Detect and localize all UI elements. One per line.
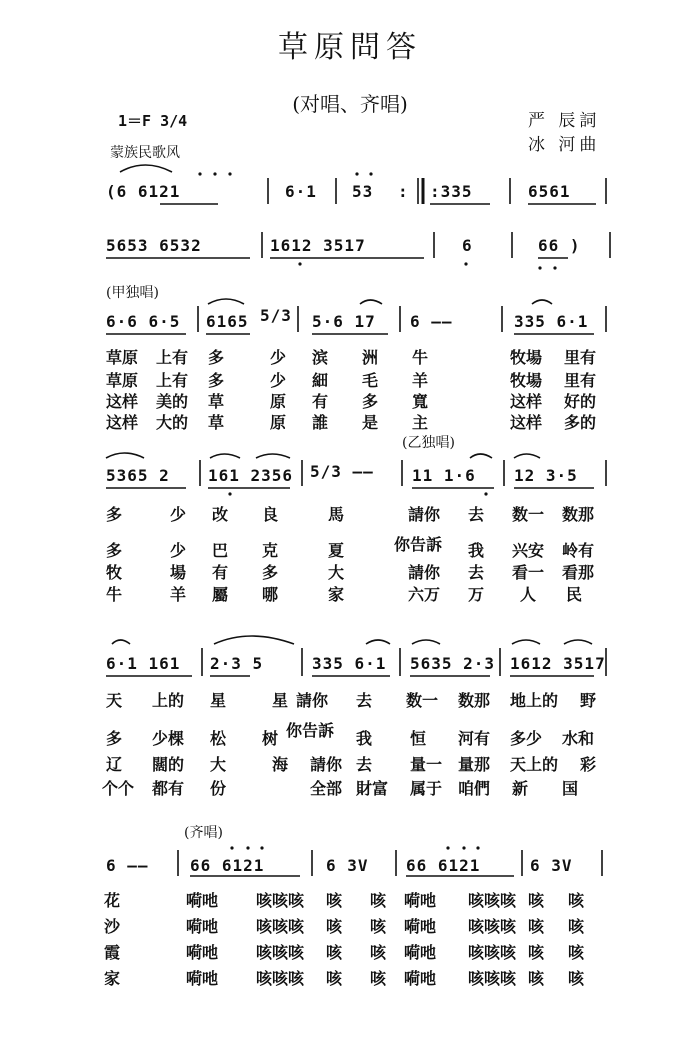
- lyric: 天: [106, 691, 123, 710]
- lyric: 霞: [104, 943, 121, 962]
- lyric: 多: [208, 348, 225, 367]
- lyric: 請你: [310, 755, 343, 774]
- lyric: 去: [468, 505, 485, 524]
- key-signature: 1＝F 3/4: [118, 112, 188, 130]
- lyric: 夏: [328, 541, 345, 560]
- lyric: 請你: [408, 505, 441, 524]
- measure: 66 6121: [406, 856, 481, 875]
- lyric: 数一: [406, 691, 439, 710]
- lyric: 屬: [212, 585, 229, 604]
- lyric: 数那: [562, 505, 595, 524]
- lyric: 財富: [356, 779, 389, 798]
- measure: 6 ——: [106, 856, 149, 875]
- lyric: 闊的: [152, 755, 185, 774]
- lyric: 国: [562, 779, 579, 798]
- lyric: 海: [272, 755, 289, 774]
- lyric: 六万: [408, 585, 441, 604]
- lyric: 去: [356, 755, 373, 774]
- lyric: 嗬吔: [404, 891, 437, 910]
- lyric: 克: [262, 541, 279, 560]
- measure: 335 6·1: [514, 312, 589, 331]
- measure: :335: [430, 182, 473, 201]
- lyric: 咳: [528, 891, 545, 910]
- style-note: 蒙族民歌风: [110, 145, 180, 161]
- lyric: 嗬吔: [404, 969, 437, 988]
- lyric: 多: [362, 392, 379, 411]
- lyric: 牧: [106, 563, 123, 582]
- page-subtitle: (对唱、齐唱): [292, 92, 408, 116]
- measure: 66 6121: [190, 856, 265, 875]
- lyric: 河有: [458, 729, 491, 748]
- lyric: 咳: [528, 943, 545, 962]
- lyric: 少: [270, 371, 287, 390]
- lyric: 大: [328, 563, 345, 582]
- lyric: 咳咳咳: [468, 969, 517, 988]
- section-label-solo-b: (乙独唱): [402, 435, 455, 451]
- measure: 6561: [528, 182, 571, 201]
- measure: 6 3V: [530, 856, 573, 875]
- lyric: 水和: [562, 729, 595, 748]
- lyric: 天上的: [510, 755, 559, 774]
- lyric: 咳: [370, 943, 387, 962]
- measure: 6: [462, 236, 473, 255]
- lyric: 花: [104, 891, 121, 910]
- lyric: 嗬吔: [404, 917, 437, 936]
- lyric: 咳: [326, 917, 343, 936]
- lyric: 多的: [564, 413, 597, 432]
- lyric: 上有: [156, 371, 189, 390]
- lyric: 多: [106, 729, 123, 748]
- measure: 6165: [206, 312, 249, 331]
- lyric: 嗬吔: [186, 969, 219, 988]
- lyric: 咳: [370, 969, 387, 988]
- measure: 5/3: [260, 306, 292, 325]
- lyric: 沙: [104, 917, 121, 936]
- lyric: 咳咳咳: [256, 943, 305, 962]
- lyric: 去: [468, 563, 485, 582]
- lyric: 咳: [568, 891, 585, 910]
- lyric: 草: [208, 413, 225, 432]
- lyric: 咳: [326, 969, 343, 988]
- lyric: 好的: [564, 392, 597, 411]
- lyric: 咳咳咳: [468, 917, 517, 936]
- lyricist-credit: 严 辰詞: [528, 111, 601, 131]
- lyric: 上有: [156, 348, 189, 367]
- lyric: 請你: [296, 691, 329, 710]
- lyric: 牛: [106, 585, 123, 604]
- lyric: 里有: [564, 371, 597, 390]
- page-title: 草原問答: [278, 30, 422, 65]
- lyric: 咳: [326, 891, 343, 910]
- lyric: 少: [170, 505, 187, 524]
- lyric: 良: [262, 505, 279, 524]
- lyric: 松: [210, 729, 227, 748]
- lyric: 里有: [564, 348, 597, 367]
- lyric: 数一: [512, 505, 545, 524]
- lyric: 多: [208, 371, 225, 390]
- lyric: 咳: [568, 943, 585, 962]
- lyric: 多: [262, 563, 279, 582]
- measure: 6 3V: [326, 856, 369, 875]
- lyric: 量一: [410, 755, 443, 774]
- composer-credit: 冰 河曲: [528, 135, 601, 155]
- measure: 5/3 ——: [310, 462, 374, 481]
- lyric: 是: [362, 413, 379, 432]
- section-label-chorus: (齐唱): [184, 825, 223, 841]
- lyric: 草原: [106, 348, 139, 367]
- measure: 1612 3517: [510, 654, 606, 673]
- lyric: 咳: [568, 917, 585, 936]
- lyric: 咳: [370, 917, 387, 936]
- lyric: 这样: [510, 392, 543, 411]
- lyric: 这样: [510, 413, 543, 432]
- lyric: 嗬吔: [186, 891, 219, 910]
- lyric: 羊: [412, 371, 429, 390]
- lyric: 兴安: [512, 541, 545, 560]
- lyric: 寬: [412, 392, 429, 411]
- measure: 6·1 161: [106, 654, 181, 673]
- measure: 66 ): [538, 236, 581, 255]
- lyric: 場: [170, 563, 187, 582]
- lyric: 辽: [106, 755, 123, 774]
- lyric: 大的: [156, 413, 189, 432]
- lyric: 多: [106, 541, 123, 560]
- lyric: 岭有: [562, 541, 595, 560]
- lyric: 改: [212, 505, 229, 524]
- section-label-solo-a: (甲独唱): [106, 285, 159, 301]
- lyric: 上的: [152, 691, 185, 710]
- measure: 6·1: [285, 182, 317, 201]
- lyric: 誰: [312, 413, 329, 432]
- lyric: 牛: [412, 348, 429, 367]
- lyric: 多: [106, 505, 123, 524]
- lyric: 羊: [170, 585, 187, 604]
- lyric: 咳: [528, 969, 545, 988]
- lyric: 恒: [410, 729, 427, 748]
- lyric: 人: [520, 585, 537, 604]
- lyric: 看那: [562, 563, 595, 582]
- lyric: 哪: [262, 585, 279, 604]
- lyric: 星: [272, 691, 289, 710]
- lyric: 看一: [512, 563, 545, 582]
- lyric: 主: [412, 413, 429, 432]
- lyric: 份: [210, 779, 227, 798]
- lyric: 量那: [458, 755, 491, 774]
- lyric: 巴: [212, 541, 229, 560]
- lyric: 請你: [408, 563, 441, 582]
- lyric: 你告訴: [286, 721, 335, 740]
- measure: 6·6 6·5: [106, 312, 181, 331]
- measure: 335 6·1: [312, 654, 387, 673]
- lyric: 民: [566, 585, 583, 604]
- measure: 5365 2: [106, 466, 170, 485]
- lyric: 新: [512, 779, 529, 798]
- lyric: 少: [270, 348, 287, 367]
- lyric: 牧場: [510, 348, 543, 367]
- lyric: 咳: [568, 969, 585, 988]
- lyric: 牧場: [510, 371, 543, 390]
- lyric: 毛: [362, 371, 379, 390]
- lyric: 咳咳咳: [256, 969, 305, 988]
- lyric: 星: [210, 691, 227, 710]
- lyric: 去: [356, 691, 373, 710]
- lyric: 多少: [510, 729, 543, 748]
- lyric: 有: [212, 563, 229, 582]
- lyric: 咳: [370, 891, 387, 910]
- measure: 2·3 5: [210, 654, 264, 673]
- measure: 1612 3517: [270, 236, 366, 255]
- lyric: 咳咳咳: [468, 943, 517, 962]
- lyric: 咳: [326, 943, 343, 962]
- lyric: 草: [208, 392, 225, 411]
- lyric: 家: [104, 969, 121, 988]
- lyric: 家: [328, 585, 345, 604]
- lyric: 都有: [152, 779, 185, 798]
- lyric: 少棵: [152, 729, 185, 748]
- lyric: 地上的: [510, 691, 559, 710]
- measure: 5653 6532: [106, 236, 202, 255]
- repeat-sign: :: [398, 182, 409, 201]
- lyric: 嗬吔: [186, 943, 219, 962]
- lyric: 原: [270, 392, 287, 411]
- lyric: 滨: [312, 348, 329, 367]
- measure: (6 6121: [106, 182, 181, 201]
- lyric: 咱們: [458, 779, 491, 798]
- measure: 5635 2·3: [410, 654, 496, 673]
- lyric: 嗬吔: [404, 943, 437, 962]
- lyric: 有: [312, 392, 329, 411]
- measure: 5·6 17: [312, 312, 376, 331]
- lyric: 原: [270, 413, 287, 432]
- measure: 161 2356: [208, 466, 294, 485]
- measure: 53: [352, 182, 374, 201]
- measure: 6 ——: [410, 312, 453, 331]
- lyric: 咳: [528, 917, 545, 936]
- lyric: 大: [210, 755, 227, 774]
- lyric: 咳咳咳: [256, 917, 305, 936]
- lyric: 咳咳咳: [468, 891, 517, 910]
- lyric: 这样: [106, 413, 139, 432]
- lyric: 洲: [362, 348, 379, 367]
- lyric: 嗬吔: [186, 917, 219, 936]
- lyric: 属于: [410, 779, 443, 798]
- lyric: 咳咳咳: [256, 891, 305, 910]
- lyric: 我: [468, 541, 485, 560]
- lyric: 彩: [580, 755, 597, 774]
- lyric: 全部: [310, 779, 343, 798]
- lyric: 个个: [102, 779, 135, 798]
- lyric: 美的: [156, 392, 189, 411]
- lyric: 这样: [106, 392, 139, 411]
- lyric: 万: [468, 585, 485, 604]
- measure: 11 1·6: [412, 466, 476, 485]
- lyric: 野: [580, 691, 597, 710]
- lyric: 我: [356, 729, 373, 748]
- lyric: 少: [170, 541, 187, 560]
- lyric: 你告訴: [394, 535, 443, 554]
- lyric: 草原: [106, 371, 139, 390]
- measure: 12 3·5: [514, 466, 578, 485]
- lyric: 树: [262, 729, 279, 748]
- lyric: 細: [312, 371, 329, 390]
- lyric: 馬: [328, 505, 345, 524]
- lyric: 数那: [458, 691, 491, 710]
